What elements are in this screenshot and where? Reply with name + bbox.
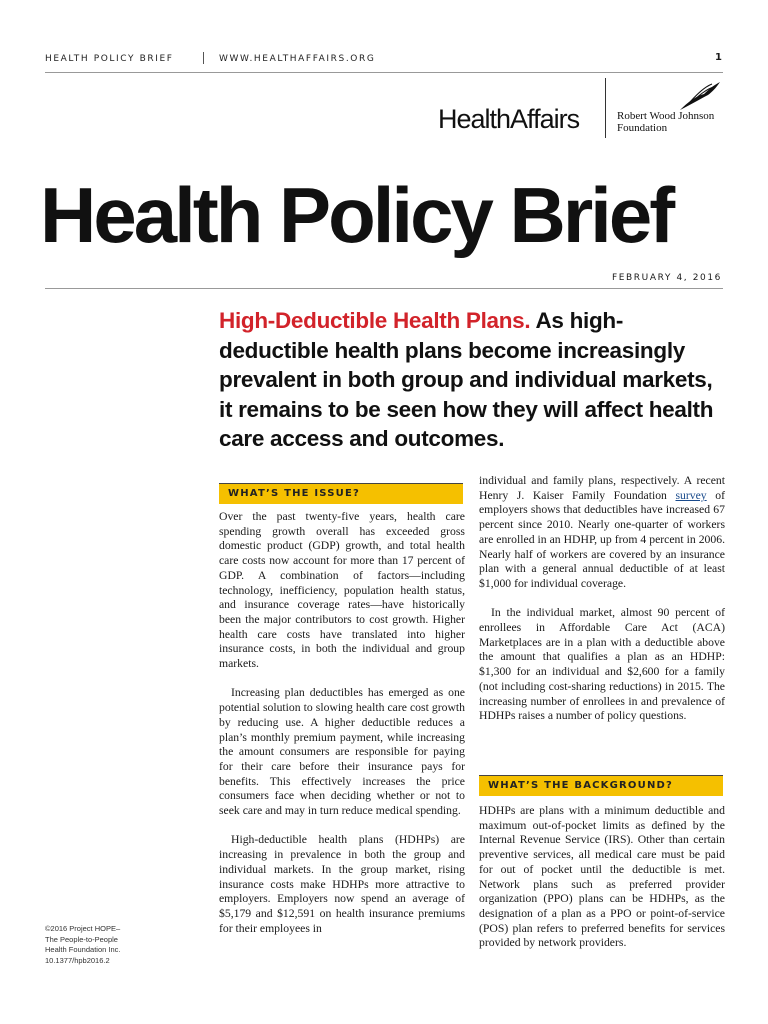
col1-paragraph-2: Increasing plan deductibles has emerged as one potential solution to slowing health care cost growth by reducing use. A higher deductible reduces a plan’s monthly premium payment, while increasing the amount consumers are responsible for paying for their care before their insurance pays for benefits. This effectively increases the price consumers face when deciding whether or not to seek care and may in turn reduce medical spending.: [219, 686, 465, 818]
rwj-line1: Robert Wood Johnson: [617, 110, 715, 122]
col2-p1-before: individual and family plans, respectively. A recent Henry J. Kaiser Family Foundation: [479, 474, 725, 502]
lead-paragraph: [219, 306, 719, 454]
header-url[interactable]: WWW.HEALTHAFFAIRS.ORG: [219, 54, 376, 64]
col2-paragraph-2: In the individual market, almost 90 percent of enrollees in Affordable Care Act (ACA) Marketplaces are in a plan with a deductible above the amount that qualifies a plan as an HDHP: $1,300 for an individual and $2,600 for a family (not including cost-sharing reductions) in 2015. The increasing number of enrollees in and prevalence of HDHPs raises a number of policy questions.: [479, 606, 725, 723]
top-rule: [45, 72, 723, 73]
col2-paragraph-1: [479, 474, 725, 592]
logo-divider: [605, 78, 606, 138]
page-number: 1: [715, 52, 722, 63]
footnote-line1: ©2016 Project HOPE–: [45, 924, 121, 933]
survey-link[interactable]: survey: [675, 488, 707, 502]
footnote-doi: 10.1377/hpb2016.2: [45, 955, 110, 965]
lead-text: As high-deductible health plans become increasingly prevalent in both group and individual markets, it remains to be seen how they will affect health care access and outcomes.: [219, 308, 714, 451]
page-title: Health Policy Brief: [40, 171, 673, 259]
background-section-heading: WHAT’S THE BACKGROUND?: [479, 775, 723, 796]
header-label: HEALTH POLICY BRIEF: [45, 54, 174, 64]
issue-section-heading: WHAT’S THE ISSUE?: [219, 483, 463, 504]
column-right-background: [479, 804, 725, 966]
col1-paragraph-1: Over the past twenty-five years, health care spending growth overall has exceeded gross domestic product (GDP) growth, and total health care costs now account for more than 17 percent of GDP. A combination of factors—including technology, inefficiency, population health status, and insurance coverage rates—have historically been the major contributors to cost growth. Higher health care costs have translated into higher insurance costs, in both the individual and group markets.: [219, 510, 465, 671]
column-left: [219, 510, 465, 951]
col1-paragraph-3: High-deductible health plans (HDHPs) are increasing in prevalence in both the group and individual markets. In the group market, rising insurance costs make HDHPs more attractive to employers. Employers now spend an average of $5,179 and $12,591 on health insurance premiums for their employees in: [219, 833, 465, 935]
date-rule: [45, 288, 723, 289]
footnote-line3: Health Foundation Inc.: [45, 945, 121, 954]
publication-date: FEBRUARY 4, 2016: [611, 273, 722, 283]
col2-p1-after: of employers shows that deductibles have increased 67 percent since 2010. Nearly one-quarter of workers are enrolled in an HDHP, up from 4 percent in 2006. Nearly half of workers are covered by an insurance plan with a general annual deductible of at least $1,000 for individual coverage.: [479, 488, 725, 590]
header-divider: [203, 52, 204, 64]
rwj-line2: Foundation: [617, 122, 668, 134]
lead-highlight: High-Deductible Health Plans.: [219, 308, 531, 333]
rwj-bird-icon: [678, 80, 722, 114]
footnote-line2: The People-to-People: [45, 934, 118, 944]
health-affairs-logo: HealthAffairs: [438, 104, 580, 134]
column-right: [479, 474, 725, 739]
col2-paragraph-3: HDHPs are plans with a minimum deductible and maximum out-of-pocket limits as defined by the Internal Revenue Service (IRS). Other than certain preventive services, all medical care must be paid for out of pocket until the deductible is met. Network plans such as preferred provider organization (PPO) plans can be HDHPs, as the designation of a plan as a PPO or point-of-service (POS) plan refers to preferred benefits for services provided by network providers.: [479, 804, 725, 950]
copyright-footnote: [45, 924, 165, 966]
